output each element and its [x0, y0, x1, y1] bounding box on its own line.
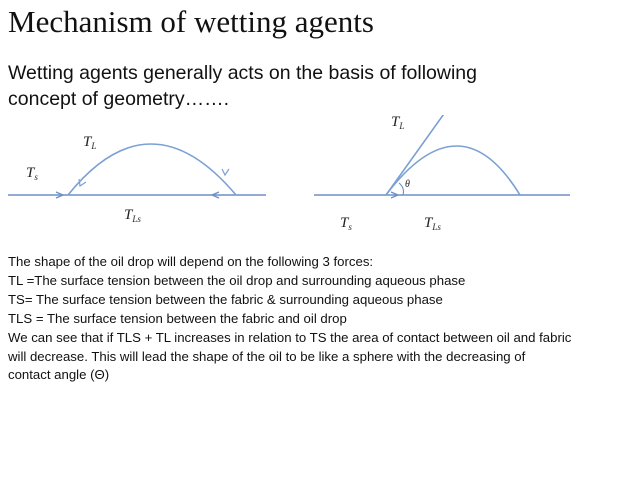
body-line: The shape of the oil drop will depend on the following 3 forces:	[8, 254, 374, 269]
left-drop-diagram	[8, 134, 266, 224]
intro-line-2: concept of geometry…….	[8, 88, 230, 110]
right-label-angle: θ	[405, 179, 410, 190]
body-line: will decrease. This will lead the shape of the oil to be like a sphere with the decreasing of	[8, 348, 526, 364]
wetting-diagram	[0, 115, 638, 245]
body-line: TLS = The surface tension between the fabric and oil drop	[8, 310, 347, 326]
wetting-diagram-svg	[0, 115, 638, 245]
right-angle-arc	[399, 183, 404, 195]
left-label-tls: $T_{Ls}$	[124, 207, 141, 224]
body-line: TL =The surface tension between the oil drop and surrounding aqueous phase	[8, 272, 466, 288]
left-label-ts: $T_s$	[26, 165, 38, 182]
slide-title: Mechanism of wetting agents	[8, 4, 374, 39]
left-label-tl: $T_L$	[83, 134, 97, 151]
body-line: contact angle (Θ)	[8, 367, 110, 383]
intro-line-1: Wetting agents generally acts on the basis of following	[8, 62, 477, 84]
right-label-tl: $T_L$	[391, 115, 405, 131]
intro-text	[8, 60, 608, 112]
body-text	[8, 253, 633, 385]
right-drop-diagram	[314, 115, 570, 232]
right-label-ts: $T_s$	[340, 215, 352, 232]
body-line: TS= The surface tension between the fabric & surrounding aqueous phase	[8, 291, 443, 307]
left-drop-curve	[68, 144, 236, 195]
right-label-tls: $T_{Ls}$	[424, 215, 441, 232]
body-line: We can see that if TLS + TL increases in relation to TS the area of contact between oil and fabric	[8, 329, 572, 345]
left-curve-arrow-2	[222, 169, 229, 175]
